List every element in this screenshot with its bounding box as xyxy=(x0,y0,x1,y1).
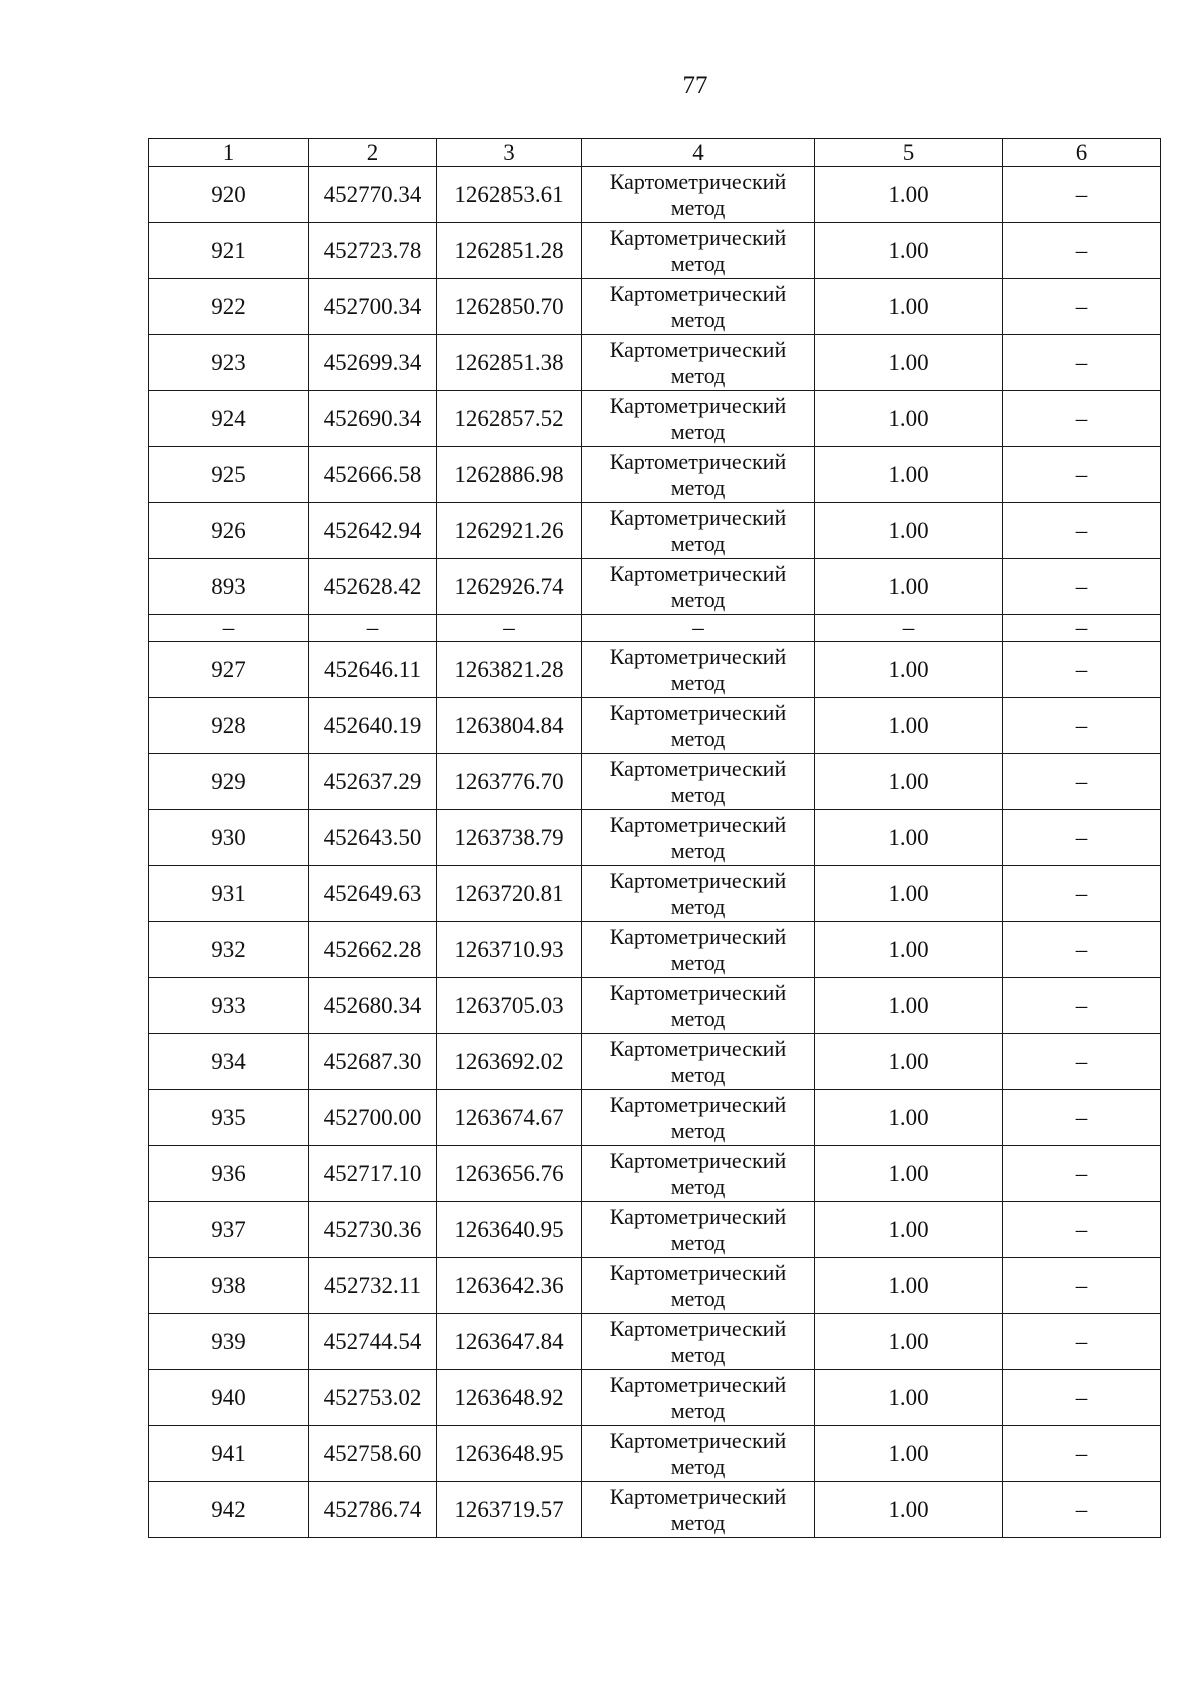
point-number-cell: 925 xyxy=(149,447,309,503)
description-cell: – xyxy=(1003,167,1161,223)
method-line-1: Картометрический xyxy=(609,755,787,781)
x-coordinate-cell: 452770.34 xyxy=(309,167,437,223)
accuracy-cell: 1.00 xyxy=(815,1314,1003,1370)
method-line-2: метод xyxy=(670,1397,726,1423)
method-line-1: Картометрический xyxy=(609,979,787,1005)
method-line-1: Картометрический xyxy=(609,560,787,586)
table-row xyxy=(149,1314,1161,1370)
method-cell xyxy=(582,167,815,223)
y-coordinate-cell: 1263642.36 xyxy=(437,1258,582,1314)
method-cell xyxy=(582,447,815,503)
method-line-2: метод xyxy=(670,837,726,863)
x-coordinate-cell: 452646.11 xyxy=(309,642,437,698)
y-coordinate-cell: 1263640.95 xyxy=(437,1202,582,1258)
table-row xyxy=(149,279,1161,335)
table-row xyxy=(149,223,1161,279)
table-row xyxy=(149,698,1161,754)
accuracy-cell: 1.00 xyxy=(815,279,1003,335)
method-line-2: метод xyxy=(670,194,726,220)
separator-row xyxy=(149,615,1161,642)
method-cell xyxy=(582,559,815,615)
method-line-2: метод xyxy=(670,725,726,751)
table-row xyxy=(149,503,1161,559)
table-row xyxy=(149,447,1161,503)
description-cell: – xyxy=(1003,866,1161,922)
x-coordinate-cell: 452628.42 xyxy=(309,559,437,615)
point-number-cell: 921 xyxy=(149,223,309,279)
x-coordinate-cell: 452690.34 xyxy=(309,391,437,447)
description-cell: – xyxy=(1003,698,1161,754)
x-coordinate-cell: 452643.50 xyxy=(309,810,437,866)
method-line-2: метод xyxy=(670,1285,726,1311)
point-number-cell: 941 xyxy=(149,1426,309,1482)
x-coordinate-cell: 452699.34 xyxy=(309,335,437,391)
table-row xyxy=(149,391,1161,447)
table-row xyxy=(149,1034,1161,1090)
table-row xyxy=(149,559,1161,615)
y-coordinate-cell: 1263692.02 xyxy=(437,1034,582,1090)
accuracy-cell: 1.00 xyxy=(815,1146,1003,1202)
accuracy-cell: 1.00 xyxy=(815,1090,1003,1146)
y-coordinate-cell: 1263647.84 xyxy=(437,1314,582,1370)
table-row xyxy=(149,866,1161,922)
method-line-2: метод xyxy=(670,781,726,807)
y-coordinate-cell: 1263804.84 xyxy=(437,698,582,754)
table-row xyxy=(149,810,1161,866)
accuracy-cell: 1.00 xyxy=(815,922,1003,978)
method-line-2: метод xyxy=(670,1173,726,1199)
method-cell xyxy=(582,1314,815,1370)
description-cell: – xyxy=(1003,1370,1161,1426)
accuracy-cell: 1.00 xyxy=(815,335,1003,391)
method-line-1: Картометрический xyxy=(609,1203,787,1229)
accuracy-cell: 1.00 xyxy=(815,810,1003,866)
header-col-3: 3 xyxy=(437,139,582,167)
x-coordinate-cell: 452730.36 xyxy=(309,1202,437,1258)
point-number-cell: 939 xyxy=(149,1314,309,1370)
method-line-2: метод xyxy=(670,949,726,975)
method-cell xyxy=(582,1370,815,1426)
description-cell: – xyxy=(1003,978,1161,1034)
x-coordinate-cell: 452723.78 xyxy=(309,223,437,279)
point-number-cell: 931 xyxy=(149,866,309,922)
method-cell xyxy=(582,1202,815,1258)
description-cell: – xyxy=(1003,559,1161,615)
table-row xyxy=(149,1090,1161,1146)
point-number-cell: 930 xyxy=(149,810,309,866)
method-line-1: Картометрический xyxy=(609,1035,787,1061)
y-coordinate-cell: 1263710.93 xyxy=(437,922,582,978)
y-coordinate-cell: 1263705.03 xyxy=(437,978,582,1034)
y-coordinate-cell: 1263821.28 xyxy=(437,642,582,698)
table-row xyxy=(149,335,1161,391)
method-line-2: метод xyxy=(670,1117,726,1143)
description-cell: – xyxy=(1003,1482,1161,1538)
description-cell: – xyxy=(1003,447,1161,503)
method-cell xyxy=(582,1426,815,1482)
method-line-1: Картометрический xyxy=(609,1091,787,1117)
point-number-cell: 938 xyxy=(149,1258,309,1314)
table-row xyxy=(149,1202,1161,1258)
header-col-5: 5 xyxy=(815,139,1003,167)
table-row xyxy=(149,642,1161,698)
y-coordinate-cell: 1262926.74 xyxy=(437,559,582,615)
y-coordinate-cell: 1263738.79 xyxy=(437,810,582,866)
separator-cell: – xyxy=(149,615,309,642)
method-cell xyxy=(582,922,815,978)
y-coordinate-cell: 1263719.57 xyxy=(437,1482,582,1538)
point-number-cell: 934 xyxy=(149,1034,309,1090)
description-cell: – xyxy=(1003,1314,1161,1370)
header-col-6: 6 xyxy=(1003,139,1161,167)
method-line-2: метод xyxy=(670,474,726,500)
accuracy-cell: 1.00 xyxy=(815,978,1003,1034)
accuracy-cell: 1.00 xyxy=(815,1258,1003,1314)
method-line-2: метод xyxy=(670,362,726,388)
y-coordinate-cell: 1263648.95 xyxy=(437,1426,582,1482)
method-line-2: метод xyxy=(670,530,726,556)
table-header xyxy=(149,139,1161,167)
separator-cell: – xyxy=(1003,615,1161,642)
accuracy-cell: 1.00 xyxy=(815,1370,1003,1426)
method-cell xyxy=(582,1482,815,1538)
y-coordinate-cell: 1262886.98 xyxy=(437,447,582,503)
x-coordinate-cell: 452786.74 xyxy=(309,1482,437,1538)
accuracy-cell: 1.00 xyxy=(815,503,1003,559)
method-line-2: метод xyxy=(670,1453,726,1479)
method-cell xyxy=(582,1090,815,1146)
accuracy-cell: 1.00 xyxy=(815,866,1003,922)
method-line-1: Картометрический xyxy=(609,504,787,530)
method-line-2: метод xyxy=(670,418,726,444)
separator-cell: – xyxy=(437,615,582,642)
table-row xyxy=(149,922,1161,978)
accuracy-cell: 1.00 xyxy=(815,1202,1003,1258)
point-number-cell: 942 xyxy=(149,1482,309,1538)
table-row xyxy=(149,1426,1161,1482)
method-line-1: Картометрический xyxy=(609,392,787,418)
table-row xyxy=(149,1258,1161,1314)
method-line-2: метод xyxy=(670,1229,726,1255)
point-number-cell: 933 xyxy=(149,978,309,1034)
description-cell: – xyxy=(1003,391,1161,447)
method-cell xyxy=(582,978,815,1034)
x-coordinate-cell: 452637.29 xyxy=(309,754,437,810)
point-number-cell: 940 xyxy=(149,1370,309,1426)
separator-cell: – xyxy=(815,615,1003,642)
y-coordinate-cell: 1262850.70 xyxy=(437,279,582,335)
coordinates-table xyxy=(148,138,1161,1538)
point-number-cell: 920 xyxy=(149,167,309,223)
x-coordinate-cell: 452662.28 xyxy=(309,922,437,978)
method-line-2: метод xyxy=(670,669,726,695)
y-coordinate-cell: 1262921.26 xyxy=(437,503,582,559)
accuracy-cell: 1.00 xyxy=(815,559,1003,615)
header-row xyxy=(149,139,1161,167)
method-line-2: метод xyxy=(670,1341,726,1367)
method-cell xyxy=(582,1258,815,1314)
y-coordinate-cell: 1263648.92 xyxy=(437,1370,582,1426)
y-coordinate-cell: 1262857.52 xyxy=(437,391,582,447)
x-coordinate-cell: 452744.54 xyxy=(309,1314,437,1370)
point-number-cell: 937 xyxy=(149,1202,309,1258)
table-row xyxy=(149,754,1161,810)
x-coordinate-cell: 452753.02 xyxy=(309,1370,437,1426)
accuracy-cell: 1.00 xyxy=(815,1482,1003,1538)
description-cell: – xyxy=(1003,1258,1161,1314)
y-coordinate-cell: 1263656.76 xyxy=(437,1146,582,1202)
accuracy-cell: 1.00 xyxy=(815,1034,1003,1090)
y-coordinate-cell: 1262851.28 xyxy=(437,223,582,279)
method-cell xyxy=(582,810,815,866)
accuracy-cell: 1.00 xyxy=(815,1426,1003,1482)
accuracy-cell: 1.00 xyxy=(815,223,1003,279)
separator-cell: – xyxy=(582,615,815,642)
method-line-1: Картометрический xyxy=(609,1483,787,1509)
y-coordinate-cell: 1263674.67 xyxy=(437,1090,582,1146)
point-number-cell: 923 xyxy=(149,335,309,391)
x-coordinate-cell: 452687.30 xyxy=(309,1034,437,1090)
method-line-1: Картометрический xyxy=(609,867,787,893)
header-col-4: 4 xyxy=(582,139,815,167)
description-cell: – xyxy=(1003,1034,1161,1090)
method-line-1: Картометрический xyxy=(609,336,787,362)
method-line-2: метод xyxy=(670,250,726,276)
header-col-2: 2 xyxy=(309,139,437,167)
description-cell: – xyxy=(1003,503,1161,559)
description-cell: – xyxy=(1003,810,1161,866)
point-number-cell: 929 xyxy=(149,754,309,810)
description-cell: – xyxy=(1003,1090,1161,1146)
accuracy-cell: 1.00 xyxy=(815,447,1003,503)
description-cell: – xyxy=(1003,335,1161,391)
method-cell xyxy=(582,1146,815,1202)
method-cell xyxy=(582,698,815,754)
y-coordinate-cell: 1263720.81 xyxy=(437,866,582,922)
method-line-1: Картометрический xyxy=(609,1371,787,1397)
y-coordinate-cell: 1263776.70 xyxy=(437,754,582,810)
description-cell: – xyxy=(1003,279,1161,335)
x-coordinate-cell: 452700.00 xyxy=(309,1090,437,1146)
method-line-2: метод xyxy=(670,1509,726,1535)
table-row xyxy=(149,978,1161,1034)
method-cell xyxy=(582,642,815,698)
method-line-1: Картометрический xyxy=(609,643,787,669)
method-line-2: метод xyxy=(670,586,726,612)
description-cell: – xyxy=(1003,1202,1161,1258)
description-cell: – xyxy=(1003,642,1161,698)
method-cell xyxy=(582,754,815,810)
point-number-cell: 893 xyxy=(149,559,309,615)
method-cell xyxy=(582,503,815,559)
x-coordinate-cell: 452649.63 xyxy=(309,866,437,922)
method-line-1: Картометрический xyxy=(609,280,787,306)
point-number-cell: 932 xyxy=(149,922,309,978)
x-coordinate-cell: 452680.34 xyxy=(309,978,437,1034)
method-line-2: метод xyxy=(670,1061,726,1087)
method-cell xyxy=(582,223,815,279)
table-body xyxy=(149,167,1161,1538)
x-coordinate-cell: 452700.34 xyxy=(309,279,437,335)
method-line-2: метод xyxy=(670,893,726,919)
point-number-cell: 922 xyxy=(149,279,309,335)
point-number-cell: 928 xyxy=(149,698,309,754)
point-number-cell: 935 xyxy=(149,1090,309,1146)
method-line-1: Картометрический xyxy=(609,448,787,474)
method-cell xyxy=(582,335,815,391)
header-col-1: 1 xyxy=(149,139,309,167)
accuracy-cell: 1.00 xyxy=(815,167,1003,223)
separator-cell: – xyxy=(309,615,437,642)
y-coordinate-cell: 1262851.38 xyxy=(437,335,582,391)
method-line-1: Картометрический xyxy=(609,811,787,837)
accuracy-cell: 1.00 xyxy=(815,698,1003,754)
method-cell xyxy=(582,1034,815,1090)
table-row xyxy=(149,1146,1161,1202)
y-coordinate-cell: 1262853.61 xyxy=(437,167,582,223)
method-cell xyxy=(582,391,815,447)
x-coordinate-cell: 452717.10 xyxy=(309,1146,437,1202)
method-line-1: Картометрический xyxy=(609,1259,787,1285)
description-cell: – xyxy=(1003,922,1161,978)
method-line-1: Картометрический xyxy=(609,1147,787,1173)
x-coordinate-cell: 452666.58 xyxy=(309,447,437,503)
description-cell: – xyxy=(1003,223,1161,279)
description-cell: – xyxy=(1003,1426,1161,1482)
x-coordinate-cell: 452758.60 xyxy=(309,1426,437,1482)
table-row xyxy=(149,1482,1161,1538)
table-row xyxy=(149,1370,1161,1426)
x-coordinate-cell: 452640.19 xyxy=(309,698,437,754)
description-cell: – xyxy=(1003,1146,1161,1202)
point-number-cell: 924 xyxy=(149,391,309,447)
method-line-1: Картометрический xyxy=(609,699,787,725)
point-number-cell: 927 xyxy=(149,642,309,698)
x-coordinate-cell: 452642.94 xyxy=(309,503,437,559)
accuracy-cell: 1.00 xyxy=(815,754,1003,810)
accuracy-cell: 1.00 xyxy=(815,642,1003,698)
x-coordinate-cell: 452732.11 xyxy=(309,1258,437,1314)
method-line-1: Картометрический xyxy=(609,224,787,250)
description-cell: – xyxy=(1003,754,1161,810)
point-number-cell: 926 xyxy=(149,503,309,559)
method-line-1: Картометрический xyxy=(609,1315,787,1341)
method-line-2: метод xyxy=(670,306,726,332)
table-row xyxy=(149,167,1161,223)
method-cell xyxy=(582,866,815,922)
page-number: 77 xyxy=(682,72,708,99)
method-line-1: Картометрический xyxy=(609,1427,787,1453)
accuracy-cell: 1.00 xyxy=(815,391,1003,447)
method-line-1: Картометрический xyxy=(609,923,787,949)
point-number-cell: 936 xyxy=(149,1146,309,1202)
method-line-1: Картометрический xyxy=(609,168,787,194)
method-line-2: метод xyxy=(670,1005,726,1031)
method-cell xyxy=(582,279,815,335)
